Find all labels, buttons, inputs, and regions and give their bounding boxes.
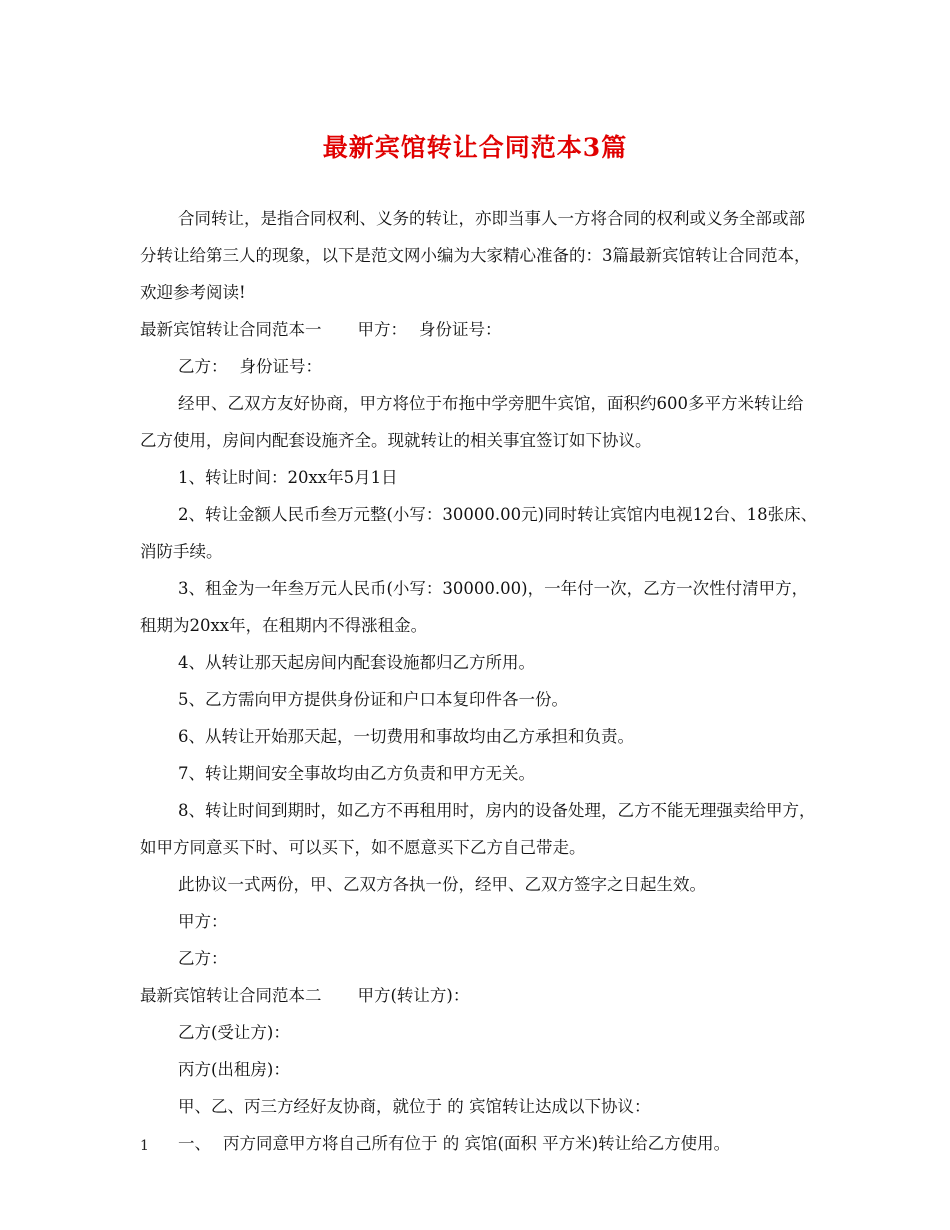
section1-signature-b: 乙方： <box>178 949 228 968</box>
section1-clause-2: 2、转让金额人民币叁万元整(小写：30000.00元)同时转让宾馆内电视12台、18张床、消防手续。 <box>140 505 818 561</box>
section1-clause-3: 3、租金为一年叁万元人民币(小写：30000.00)，一年付一次，乙方一次性付清甲方，租期为20xx年，在租期内不得涨租金。 <box>140 579 809 635</box>
section1-party-a-label: 甲方： <box>357 320 407 339</box>
section1-signature-a: 甲方： <box>178 912 228 931</box>
section2-heading: 最新宾馆转让合同范本二 <box>140 986 322 1005</box>
section2-party-b-label: 乙方(受让方)： <box>178 1023 290 1042</box>
section1-clause-7: 7、转让期间安全事故均由乙方负责和甲方无关。 <box>178 764 535 783</box>
section2-party-a-label: 甲方(转让方)： <box>357 986 470 1005</box>
section1-party-a-id-label: 身份证号： <box>419 320 502 339</box>
section1-preamble: 经甲、乙双方友好协商，甲方将位于布拖中学旁肥牛宾馆，面积约600多平方米转让给乙方使用，房间内配套设施齐全。现就转让的相关事宜签订如下协议。 <box>140 394 804 450</box>
section2-party-c-label: 丙方(出租房)： <box>178 1060 290 1079</box>
section1-closing: 此协议一式两份，甲、乙双方各执一份，经甲、乙双方签字之日起生效。 <box>178 875 706 894</box>
section1-heading-line <box>140 311 818 348</box>
section1-party-b-id-label: 身份证号： <box>239 357 322 376</box>
section1-party-b-line <box>140 348 818 385</box>
section1-clause-6: 6、从转让开始那天起，一切费用和事故均由乙方承担和负责。 <box>178 727 634 746</box>
section2-clause-1 <box>140 1125 818 1162</box>
section2-preamble: 甲、乙、丙三方经好友协商，就位于 的 宾馆转让达成以下协议： <box>178 1097 651 1116</box>
document-title: 最新宾馆转让合同范本3篇 <box>322 133 628 162</box>
section2-heading-line <box>140 977 818 1014</box>
section1-clause-4: 4、从转让那天起房间内配套设施都归乙方所用。 <box>178 653 535 672</box>
section1-heading: 最新宾馆转让合同范本一 <box>140 320 322 339</box>
section1-party-b-label: 乙方： <box>178 357 228 376</box>
intro-paragraph: 合同转让，是指合同权利、义务的转让，亦即当事人一方将合同的权利或义务全部或部分转让给第三人的现象，以下是范文网小编为大家精心准备的：3篇最新宾馆转让合同范本，欢迎参考阅读! <box>140 209 811 302</box>
page-number: 1 <box>140 1138 149 1154</box>
section1-clause-1: 1、转让时间：20xx年5月1日 <box>178 468 398 487</box>
section1-clause-5: 5、乙方需向甲方提供身份证和户口本复印件各一份。 <box>178 690 568 709</box>
section2-clause-1-number: 一、 <box>178 1134 211 1153</box>
document-body <box>140 200 818 1162</box>
section2-clause-1-text: 丙方同意甲方将自己所有位于 的 宾馆(面积 平方米)转让给乙方使用。 <box>223 1134 731 1153</box>
section1-clause-8: 8、转让时间到期时，如乙方不再租用时，房内的设备处理，乙方不能无理强卖给甲方，如甲方同意买下时、可以买下，如不愿意买下乙方自己带走。 <box>140 801 816 857</box>
